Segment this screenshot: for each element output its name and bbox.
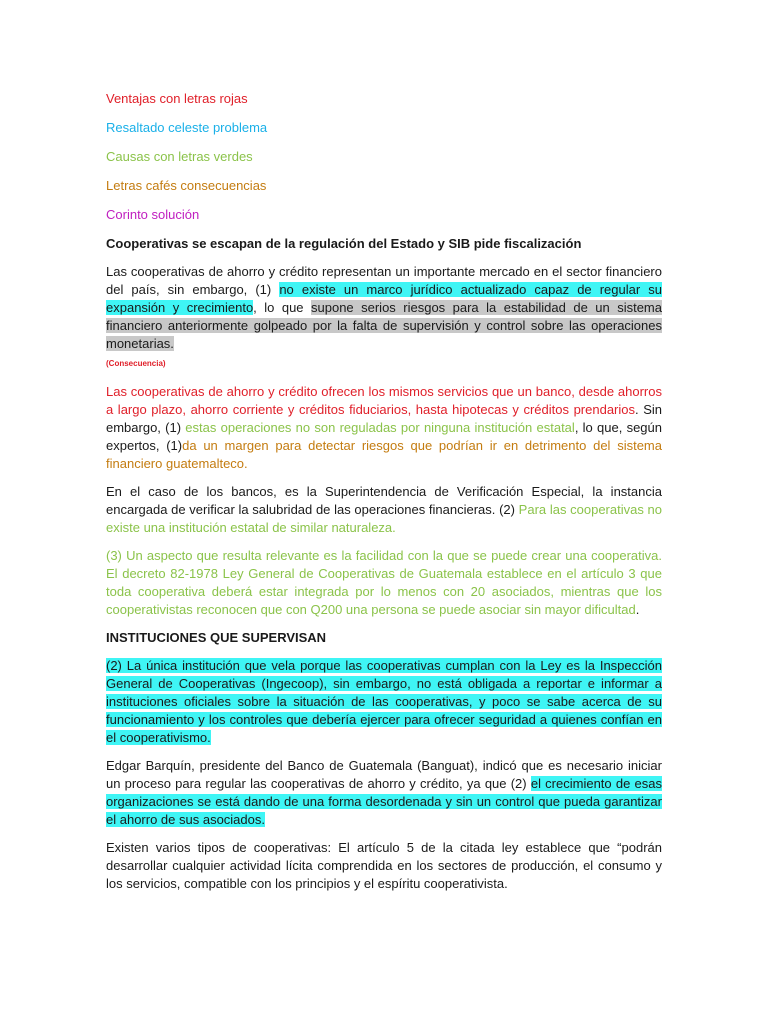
p6-problem-highlight: el crecimiento de esas organizaciones se está dando de una forma desordenada y sin un control que pueda garantizar el ahorro de sus asociados. — [106, 776, 663, 827]
p2-cause: estas operaciones no son reguladas por ninguna institución estatal — [185, 420, 575, 435]
p2-consequence: da un margen para detectar riesgos que podrían ir en detrimento del sistema financiero guatemalteco. — [106, 438, 662, 471]
paragraph-3 — [106, 483, 662, 537]
paragraph-2 — [106, 383, 662, 473]
legend-solucion: Corinto solución — [106, 207, 200, 222]
p3-text: En el caso de los bancos, es la Superintendencia de Verificación Especial, la instancia encargada de verificar la salubridad de las operaciones financieras. (2) — [106, 484, 662, 517]
p4-period: . — [635, 602, 640, 617]
p1-text-2: , lo que — [253, 300, 311, 315]
section-heading: INSTITUCIONES QUE SUPERVISAN — [106, 630, 327, 645]
article-title: Cooperativas se escapan de la regulación del Estado y SIB pide fiscalización — [106, 236, 582, 251]
consequence-note: (Consecuencia) — [106, 359, 166, 368]
paragraph-4 — [106, 547, 662, 619]
paragraph-1 — [106, 263, 662, 373]
p2-advantage: Las cooperativas de ahorro y crédito ofrecen los mismos servicios que un banco, desde ahorros a largo plazo, ahorro corriente y créditos fiduciarios, hasta hipotecas y créditos prendarios — [106, 384, 662, 417]
legend-ventajas: Ventajas con letras rojas — [106, 91, 248, 106]
p5-problem-highlight: (2) La única institución que vela porque las cooperativas cumplan con la Ley es la Inspección General de Cooperativas (Ingecoop), sin embargo, no está obligada a reportar e informar a instituciones oficiales sobre la situación de las cooperativas, y poco se sabe acerca de su funcionamiento y los controles que debería ejercer para ofrecer seguridad a quienes confían en el cooperativismo. — [106, 658, 662, 745]
p2-text: . Sin embargo, (1) — [106, 402, 662, 435]
p6-text: Edgar Barquín, presidente del Banco de Guatemala (Banguat), indicó que es necesario iniciar un proceso para regular las cooperativas de ahorro y crédito, ya que (2) — [106, 758, 662, 791]
p3-cause: Para las cooperativas no existe una institución estatal de similar naturaleza. — [106, 502, 662, 535]
paragraph-7: Existen varios tipos de cooperativas: El artículo 5 de la citada ley establece que “podrán desarrollar cualquier actividad lícita comprendida en los sectores de producción, el consumo y los servicios, compatible con los principios y el espíritu cooperativista. — [106, 840, 662, 891]
paragraph-5 — [106, 657, 662, 747]
p1-problem-highlight: no existe un marco jurídico actualizado capaz de regular su expansión y crecimiento — [106, 282, 662, 315]
p2-text-2: , lo que, según expertos, (1) — [106, 420, 662, 453]
p1-text: Las cooperativas de ahorro y crédito representan un importante mercado en el sector financiero del país, sin embargo, (1) — [106, 264, 662, 297]
legend-causas: Causas con letras verdes — [106, 149, 253, 164]
legend-problema: Resaltado celeste problema — [106, 120, 268, 135]
paragraph-6 — [106, 757, 662, 829]
p1-consequence-highlight: supone serios riesgos para la estabilidad de un sistema financiero anteriormente golpeado por la falta de supervisión y control sobre las operaciones monetarias. — [106, 300, 662, 351]
p4-cause: (3) Un aspecto que resulta relevante es la facilidad con la que se puede crear una cooperativa. El decreto 82-1978 Ley General de Cooperativas de Guatemala establece en el artículo 3 que toda cooperativa deberá estar integrada por lo menos con 20 asociados, mientras que los cooperativistas reconocen que con Q200 una persona se puede asociar sin mayor dificultad — [106, 548, 662, 617]
legend-consecuencias: Letras cafés consecuencias — [106, 178, 267, 193]
